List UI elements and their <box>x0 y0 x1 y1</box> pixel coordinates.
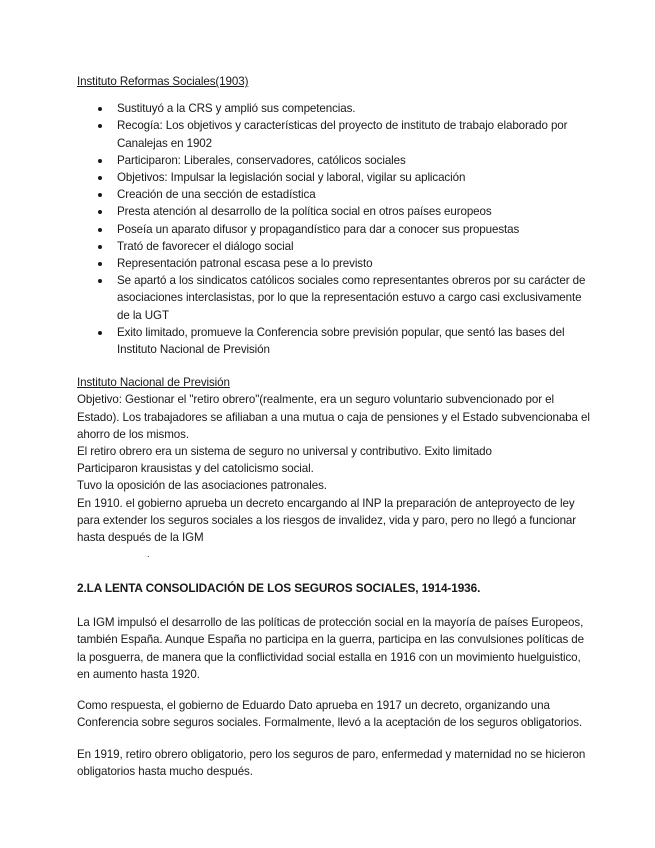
paragraph: Como respuesta, el gobierno de Eduardo Dato aprueba en 1917 un decreto, organizando una Conferencia sobre seguros sociales. Formalmente, llevó a la aceptación de los seguros obligatorios. <box>77 699 583 730</box>
bullet-item: Participaron: Liberales, conservadores, católicos sociales <box>117 152 595 169</box>
section-consolidacion-seguros <box>77 580 595 780</box>
section-heading: 2.LA LENTA CONSOLIDACIÓN DE LOS SEGUROS SOCIALES, 1914-1936. <box>77 581 481 596</box>
paragraph-line: En 1910. el gobierno aprueba un decreto encargando al INP la preparación de anteproyecto de ley para extender los seguros sociales a los riesgos de invalidez, vida y paro, pero no llegó a funcionar hasta después de la IGM <box>77 496 577 545</box>
stray-mark: . <box>147 549 150 560</box>
paragraph-line: Participaron krausistas y del catolicismo social. <box>77 462 314 476</box>
bullet-item: Presta atención al desarrollo de la política social en otros países europeos <box>117 203 595 220</box>
bullet-item: Objetivos: Impulsar la legislación social y laboral, vigilar su aplicación <box>117 169 595 186</box>
bullet-item: Recogía: Los objetivos y características del proyecto de instituto de trabajo elaborado por Canalejas en 1902 <box>117 117 595 151</box>
bullet-item: Exito limitado, promueve la Conferencia sobre previsión popular, que sentó las bases del Instituto Nacional de Previsión <box>117 324 595 358</box>
section-instituto-nacional-prevision <box>77 374 595 563</box>
bullet-item: Poseía un aparato difusor y propagandístico para dar a conocer sus propuestas <box>117 221 595 238</box>
section-title: Instituto Reformas Sociales(1903) <box>77 75 249 88</box>
paragraph-line: Tuvo la oposición de las asociaciones patronales. <box>77 479 327 493</box>
paragraph-line: El retiro obrero era un sistema de seguro no universal y contributivo. Exito limitado <box>77 445 492 459</box>
section-title: Instituto Nacional de Previsión <box>77 376 230 390</box>
paragraph-line: Objetivo: Gestionar el "retiro obrero"(realmente, era un seguro voluntario subvencionado por el Estado). Los trabajadores se afiliaban a una mutua o caja de pensiones y el Estado subvencionaba el ahorro de los mismos. <box>77 393 590 441</box>
bullet-item: Creación de una sección de estadística <box>117 186 595 203</box>
bullet-item: Representación patronal escasa pese a lo previsto <box>117 255 595 272</box>
bullet-item: Se apartó a los sindicatos católicos sociales como representantes obreros por su carácter de asociaciones interclasistas, por lo que la representación estuvo a cargo casi exclusivamente de la UGT <box>117 272 595 324</box>
bullet-item: Sustituyó a la CRS y amplió sus competencias. <box>117 100 595 117</box>
section-instituto-reformas-sociales <box>77 73 595 358</box>
bullet-item: Trató de favorecer el diálogo social <box>117 238 595 255</box>
bullet-list <box>77 100 595 358</box>
paragraph: La IGM impulsó el desarrollo de las políticas de protección social en la mayoría de países Europeos, también España. Aunque España no participa en la guerra, participa en las convulsiones políticas de la posguerra, de manera que la conflictividad social estalla en 1916 con un movimiento huelguistico, en aumento hasta 1920. <box>77 616 585 681</box>
paragraph: En 1919, retiro obrero obligatorio, pero los seguros de paro, enfermedad y maternidad no se hicieron obligatorios hasta mucho después. <box>77 747 586 778</box>
